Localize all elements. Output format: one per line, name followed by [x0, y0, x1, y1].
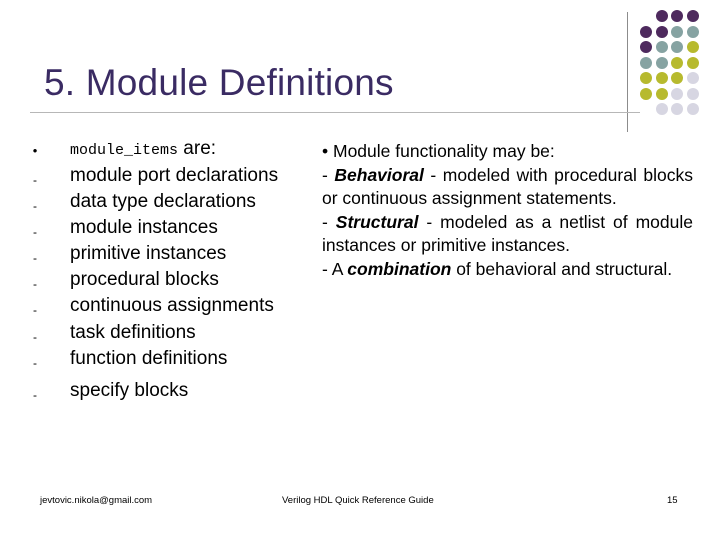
decorative-dot	[656, 88, 668, 100]
combination-paragraph: - A combination of behavioral and structural.	[322, 258, 673, 279]
structural-term: Structural	[335, 211, 419, 232]
decorative-dot	[640, 88, 652, 100]
decorative-dot	[687, 41, 699, 53]
behavioral-paragraph: - Behavioral - modeled with procedural blocks or continuous assignment statements.	[322, 164, 693, 208]
dash-icon: -	[33, 388, 37, 402]
decorative-dot	[687, 103, 699, 115]
decorative-dot-grid	[640, 10, 712, 120]
module-items-keyword: module_items	[70, 142, 179, 159]
title-underline	[30, 112, 640, 113]
decorative-dot	[671, 10, 683, 22]
functionality-intro: • Module functionality may be:	[322, 141, 555, 161]
list-intro-text: are:	[178, 138, 217, 159]
decorative-dot	[656, 57, 668, 69]
combination-term: combination	[347, 258, 452, 279]
vertical-divider	[627, 12, 628, 132]
decorative-dot	[656, 26, 668, 38]
footer-email: jevtovic.nikola@gmail.com	[40, 495, 153, 506]
decorative-dot	[656, 10, 668, 22]
decorative-dot	[640, 26, 652, 38]
dash-icon: -	[33, 225, 37, 239]
decorative-dot	[640, 41, 652, 53]
bullet-icon: •	[32, 143, 38, 158]
decorative-dot	[687, 72, 699, 84]
decorative-dot	[671, 26, 683, 38]
dash-icon: -	[33, 356, 37, 370]
decorative-dot	[671, 72, 683, 84]
decorative-dot	[640, 72, 652, 84]
dash-icon: -	[33, 173, 37, 187]
decorative-dot	[671, 41, 683, 53]
decorative-dot	[671, 103, 683, 115]
footer-guide: Verilog HDL Quick Reference Guide	[282, 495, 434, 506]
decorative-dot	[671, 57, 683, 69]
dash-icon: -	[33, 199, 37, 213]
decorative-dot	[640, 57, 652, 69]
slide-title: 5. Module Definitions	[44, 62, 394, 103]
structural-paragraph: - Structural - modeled as a netlist of module instances or primitive instances.	[322, 211, 693, 255]
decorative-dot	[687, 26, 699, 38]
decorative-dot	[687, 57, 699, 69]
decorative-dot	[687, 10, 699, 22]
decorative-dot	[671, 88, 683, 100]
dash-icon: -	[33, 277, 37, 291]
decorative-dot	[656, 103, 668, 115]
dash-icon: -	[33, 303, 37, 317]
page-number: 15	[667, 495, 678, 506]
decorative-dot	[687, 88, 699, 100]
dash-icon: -	[33, 251, 37, 265]
decorative-dot	[656, 72, 668, 84]
dash-icon: -	[33, 330, 37, 344]
behavioral-term: Behavioral	[334, 164, 424, 185]
decorative-dot	[656, 41, 668, 53]
functionality-text	[322, 140, 693, 281]
